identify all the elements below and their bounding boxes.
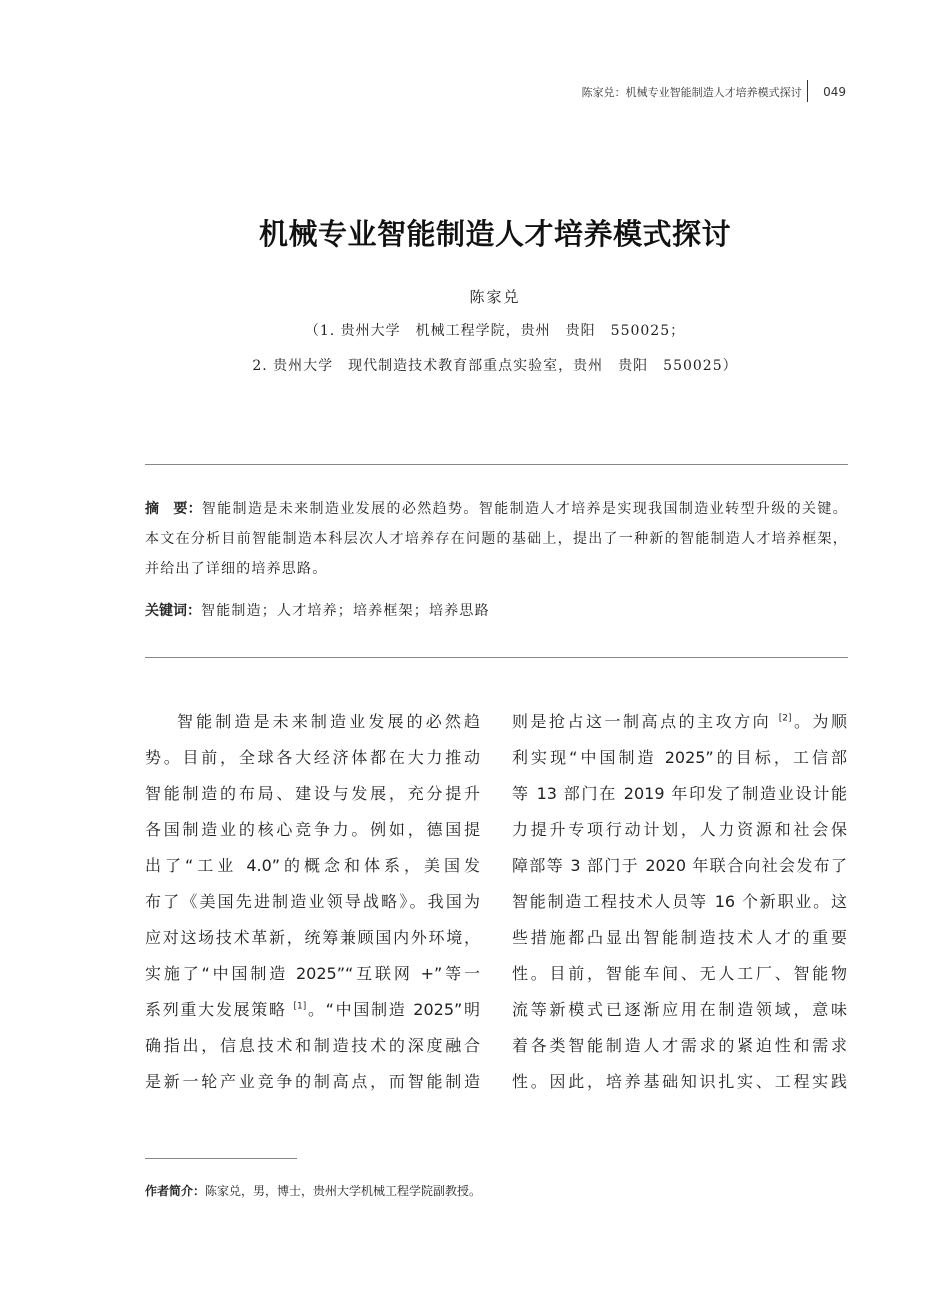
affiliation-1: （1. 贵州大学 机械工程学院，贵州 贵阳 550025； (304, 323, 686, 339)
body-column-right (512, 704, 847, 1100)
body-line: 智能制造工程技术人员等 16 个新职业。这 (512, 892, 847, 911)
body-line: 性。目前，智能车间、无人工厂、智能物 (512, 964, 847, 983)
keywords-text: 智能制造；人才培养；培养框架；培养思路 (201, 603, 490, 619)
footnote-rule (145, 1158, 297, 1159)
body-line: 性。因此，培养基础知识扎实、工程实践 (512, 1072, 847, 1091)
body-line: 是新一轮产业竞争的制高点，而智能制造 (145, 1072, 480, 1091)
abstract-label: 摘 要： (145, 501, 202, 517)
keywords (145, 600, 848, 620)
body-line-text: 。“中国制造 2025”明 (306, 1000, 480, 1019)
affiliation-2: 2. 贵州大学 现代制造技术教育部重点实验室，贵州 贵阳 550025） (252, 358, 738, 374)
body-line-text: 则是抢占这一制高点的主攻方向 (512, 712, 779, 731)
author-footnote (145, 1182, 848, 1199)
page-number: 049 (823, 85, 846, 99)
citation-2: [2] (778, 713, 792, 724)
abstract-text: 智能制造是未来制造业发展的必然趋势。智能制造人才培养是实现我国制造业转型升级的关键。本文在分析目前智能制造本科层次人才培养存在问题的基础上，提出了一种新的智能制造人才培养框架，并给出了详细的培养思路。 (145, 501, 848, 577)
body-line: 智能制造的布局、建设与发展，充分提升 (145, 784, 480, 803)
running-head (0, 84, 846, 100)
body-line: 障部等 3 部门于 2020 年联合向社会发布了 (512, 856, 847, 875)
body-line-with-citation (145, 992, 480, 1028)
body-line: 利实现“中国制造 2025”的目标，工信部 (512, 748, 847, 767)
body-line-text: 系列重大发展策略 (145, 1000, 294, 1019)
body-line: 各国制造业的核心竞争力。例如，德国提 (145, 820, 480, 839)
running-head-divider (807, 80, 808, 102)
citation-1: [1] (293, 1001, 307, 1012)
author-name: 陈家兑 (469, 288, 521, 306)
body-line: 出了“工业 4.0”的概念和体系，美国发 (145, 856, 480, 875)
body-line: 布了《美国先进制造业领导战略》。我国为 (145, 892, 480, 911)
keywords-label: 关键词： (145, 603, 201, 619)
abstract (145, 494, 848, 584)
body-line: 等 13 部门在 2019 年印发了制造业设计能 (512, 784, 847, 803)
body-line: 实施了“中国制造 2025”“互联网 +”等一 (145, 964, 480, 983)
body-line: 些措施都凸显出智能制造技术人才的重要 (512, 928, 847, 947)
paper-title: 机械专业智能制造人才培养模式探讨 (258, 217, 731, 251)
body-line: 智能制造是未来制造业发展的必然趋 (177, 712, 480, 731)
body-line: 应对这场技术革新，统筹兼顾国内外环境， (145, 928, 480, 947)
body-line: 流等新模式已逐渐应用在制造领域，意味 (512, 1000, 847, 1019)
footnote-label: 作者简介： (145, 1184, 206, 1198)
body-column-left (145, 704, 480, 1100)
body-line-with-citation (512, 704, 847, 740)
running-head-title: 陈家兑：机械专业智能制造人才培养模式探讨 (581, 86, 802, 99)
body-line: 着各类智能制造人才需求的紧迫性和需求 (512, 1036, 847, 1055)
abstract-bottom-rule (145, 657, 848, 658)
abstract-top-rule (145, 464, 848, 465)
body-line: 确指出，信息技术和制造技术的深度融合 (145, 1036, 480, 1055)
body-line-text: 。为顺 (791, 712, 847, 731)
body-line: 力提升专项行动计划，人力资源和社会保 (512, 820, 847, 839)
footnote-text: 陈家兑，男，博士，贵州大学机械工程学院副教授。 (205, 1184, 482, 1198)
body-line: 势。目前，全球各大经济体都在大力推动 (145, 748, 480, 767)
